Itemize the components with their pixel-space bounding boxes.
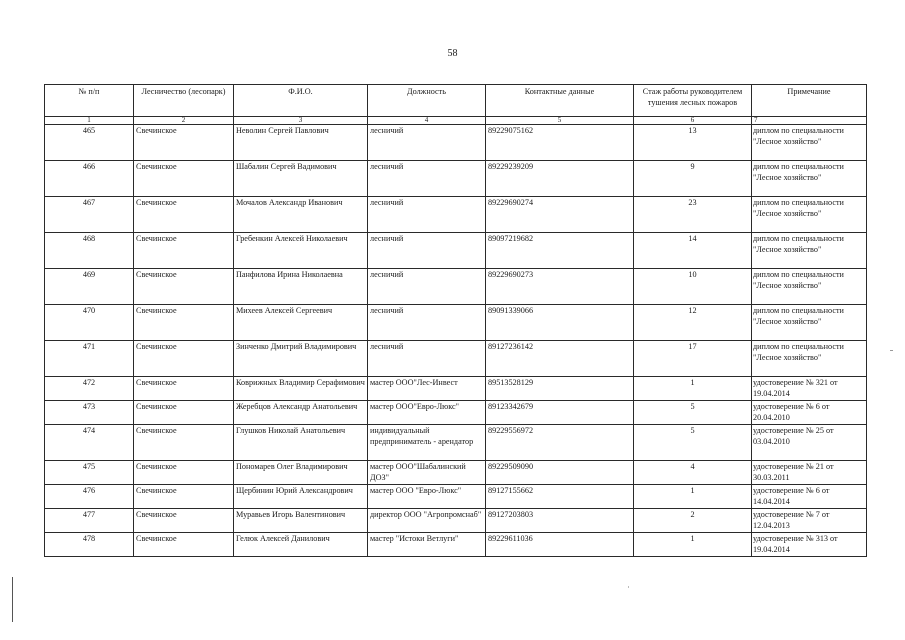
forestry-cell: Свечинское — [134, 161, 234, 197]
row-number: 466 — [45, 161, 134, 197]
name-cell: Михеев Алексей Сергеевич — [234, 305, 368, 341]
table-row — [45, 533, 867, 557]
page-number: 58 — [447, 48, 458, 59]
header-note: Примечание — [752, 85, 867, 117]
experience-cell: 10 — [634, 269, 752, 305]
contact-cell: 89229239209 — [486, 161, 634, 197]
name-cell: Панфилова Ирина Николаевна — [234, 269, 368, 305]
forestry-cell: Свечинское — [134, 269, 234, 305]
position-cell: мастер ООО"Шабалинский ДОЗ" — [368, 461, 486, 485]
position-cell: лесничий — [368, 233, 486, 269]
row-number: 478 — [45, 533, 134, 557]
note-cell: удостоверение № 313 от 19.04.2014 — [752, 533, 867, 557]
note-cell: удостоверение № 6 от 14.04.2014 — [752, 485, 867, 509]
row-number: 467 — [45, 197, 134, 233]
experience-cell: 17 — [634, 341, 752, 377]
note-cell: удостоверение № 7 от 12.04.2013 — [752, 509, 867, 533]
forestry-cell: Свечинское — [134, 509, 234, 533]
name-cell: Неволин Сергей Павлович — [234, 125, 368, 161]
contact-cell: 89123342679 — [486, 401, 634, 425]
forestry-staff-table — [44, 84, 867, 557]
name-cell: Гелюк Алексей Данилович — [234, 533, 368, 557]
table-body — [45, 125, 867, 557]
table-row — [45, 161, 867, 197]
forestry-cell: Свечинское — [134, 305, 234, 341]
experience-cell: 5 — [634, 401, 752, 425]
header-full-name: Ф.И.О. — [234, 85, 368, 117]
contact-cell: 89127236142 — [486, 341, 634, 377]
position-cell: лесничий — [368, 125, 486, 161]
column-index: 6 — [634, 117, 752, 125]
experience-cell: 1 — [634, 533, 752, 557]
note-cell: удостоверение № 21 от 30.03.2011 — [752, 461, 867, 485]
table-row — [45, 485, 867, 509]
experience-cell: 2 — [634, 509, 752, 533]
position-cell: директор ООО "Агропромснаб" — [368, 509, 486, 533]
table-row — [45, 401, 867, 425]
experience-cell: 23 — [634, 197, 752, 233]
position-cell: лесничий — [368, 197, 486, 233]
position-cell: мастер ООО"Лес-Инвест — [368, 377, 486, 401]
position-cell: индивидуальный предприниматель - арендатор — [368, 425, 486, 461]
experience-cell: 9 — [634, 161, 752, 197]
note-cell: диплом по специальности "Лесное хозяйство" — [752, 269, 867, 305]
contact-cell: 89229611036 — [486, 533, 634, 557]
header-forestry: Лесничество (лесопарк) — [134, 85, 234, 117]
forestry-cell: Свечинское — [134, 461, 234, 485]
scan-margin-line — [12, 577, 13, 622]
forestry-staff-table-container — [44, 84, 866, 557]
note-cell: диплом по специальности "Лесное хозяйство" — [752, 125, 867, 161]
table-row — [45, 233, 867, 269]
scan-mark — [890, 350, 893, 351]
row-number: 475 — [45, 461, 134, 485]
row-number: 476 — [45, 485, 134, 509]
contact-cell: 89229690273 — [486, 269, 634, 305]
table-row — [45, 425, 867, 461]
table-row — [45, 341, 867, 377]
forestry-cell: Свечинское — [134, 197, 234, 233]
experience-cell: 12 — [634, 305, 752, 341]
name-cell: Мочалов Александр Иванович — [234, 197, 368, 233]
table-header — [45, 85, 867, 125]
header-experience: Стаж работы руководителем тушения лесных пожаров — [634, 85, 752, 117]
experience-cell: 5 — [634, 425, 752, 461]
note-cell: диплом по специальности "Лесное хозяйство" — [752, 305, 867, 341]
name-cell: Глушков Николай Анатольевич — [234, 425, 368, 461]
note-cell: диплом по специальности "Лесное хозяйство" — [752, 233, 867, 269]
forestry-cell: Свечинское — [134, 425, 234, 461]
note-cell: диплом по специальности "Лесное хозяйство" — [752, 341, 867, 377]
note-cell: диплом по специальности "Лесное хозяйство" — [752, 197, 867, 233]
position-cell: лесничий — [368, 305, 486, 341]
contact-cell: 89229690274 — [486, 197, 634, 233]
table-row — [45, 461, 867, 485]
forestry-cell: Свечинское — [134, 233, 234, 269]
header-position: Должность — [368, 85, 486, 117]
column-index: 7 — [752, 117, 867, 125]
contact-cell: 89229075162 — [486, 125, 634, 161]
note-cell: удостоверение № 25 от 03.04.2010 — [752, 425, 867, 461]
experience-cell: 4 — [634, 461, 752, 485]
contact-cell: 89127203803 — [486, 509, 634, 533]
forestry-cell: Свечинское — [134, 533, 234, 557]
contact-cell: 89127155662 — [486, 485, 634, 509]
note-cell: диплом по специальности "Лесное хозяйство" — [752, 161, 867, 197]
column-index: 5 — [486, 117, 634, 125]
header-contact: Контактные данные — [486, 85, 634, 117]
scan-mark — [628, 586, 629, 588]
forestry-cell: Свечинское — [134, 377, 234, 401]
row-number: 468 — [45, 233, 134, 269]
row-number: 477 — [45, 509, 134, 533]
experience-cell: 13 — [634, 125, 752, 161]
position-cell: лесничий — [368, 161, 486, 197]
experience-cell: 1 — [634, 485, 752, 509]
position-cell: лесничий — [368, 341, 486, 377]
row-number: 473 — [45, 401, 134, 425]
experience-cell: 1 — [634, 377, 752, 401]
table-row — [45, 269, 867, 305]
experience-cell: 14 — [634, 233, 752, 269]
position-cell: лесничий — [368, 269, 486, 305]
contact-cell: 89229509090 — [486, 461, 634, 485]
name-cell: Муравьев Игорь Валентинович — [234, 509, 368, 533]
position-cell: мастер "Истоки Ветлуги" — [368, 533, 486, 557]
name-cell: Пономарев Олег Владимирович — [234, 461, 368, 485]
name-cell: Гребенкин Алексей Николаевич — [234, 233, 368, 269]
position-cell: мастер ООО"Евро-Люкс" — [368, 401, 486, 425]
note-cell: удостоверение № 6 от 20.04.2010 — [752, 401, 867, 425]
row-number: 474 — [45, 425, 134, 461]
contact-cell: 89097219682 — [486, 233, 634, 269]
contact-cell: 89513528129 — [486, 377, 634, 401]
row-number: 471 — [45, 341, 134, 377]
forestry-cell: Свечинское — [134, 485, 234, 509]
name-cell: Зинченко Дмитрий Владимирович — [234, 341, 368, 377]
column-index: 3 — [234, 117, 368, 125]
name-cell: Шабалин Сергей Вадимович — [234, 161, 368, 197]
table-row — [45, 197, 867, 233]
row-number: 470 — [45, 305, 134, 341]
name-cell: Щербинин Юрий Александрович — [234, 485, 368, 509]
table-row — [45, 125, 867, 161]
column-index: 1 — [45, 117, 134, 125]
name-cell: Коврижных Владимир Серафимович — [234, 377, 368, 401]
row-number: 469 — [45, 269, 134, 305]
table-row — [45, 305, 867, 341]
header-row-number: № п/п — [45, 85, 134, 117]
column-index: 4 — [368, 117, 486, 125]
name-cell: Жеребцов Александр Анатольевич — [234, 401, 368, 425]
note-cell: удостоверение № 321 от 19.04.2014 — [752, 377, 867, 401]
row-number: 472 — [45, 377, 134, 401]
column-index: 2 — [134, 117, 234, 125]
forestry-cell: Свечинское — [134, 125, 234, 161]
table-row — [45, 377, 867, 401]
position-cell: мастер ООО "Евро-Люкс" — [368, 485, 486, 509]
table-row — [45, 509, 867, 533]
forestry-cell: Свечинское — [134, 341, 234, 377]
contact-cell: 89229556972 — [486, 425, 634, 461]
forestry-cell: Свечинское — [134, 401, 234, 425]
row-number: 465 — [45, 125, 134, 161]
contact-cell: 89091339066 — [486, 305, 634, 341]
